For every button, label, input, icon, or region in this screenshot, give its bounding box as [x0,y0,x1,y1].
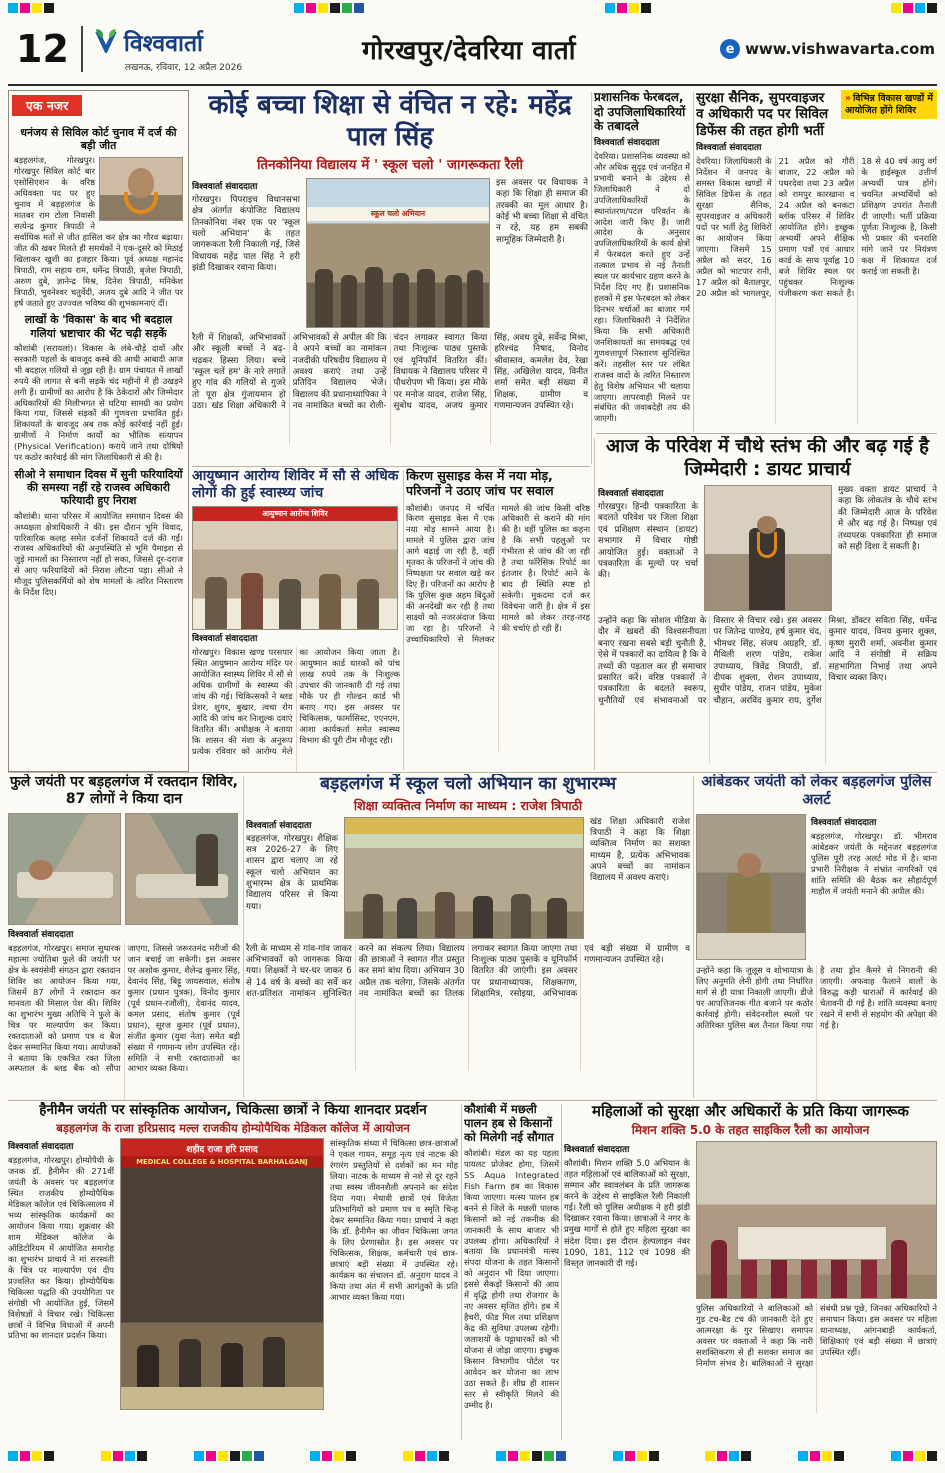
blood-byline: विश्ववार्ता संवाददाता [8,930,74,941]
lead-headline: कोई बच्चा शिक्षा से वंचित न रहे: महेंद्र पाल सिंह [208,90,572,152]
civil-headline: सुरक्षा सैनिक, सुपरवाइजर व अधिकारी पद पर सिविल डिफेंस की तहत होगी भर्ती [696,90,829,139]
ayushman-story [192,468,400,772]
ek-nazar-headline-1: धनंजय से सिविल कोर्ट चुनाव में दर्ज की बड़ी जीत [20,126,177,153]
cmyk-cluster [8,3,54,13]
admin-transfers-story [594,90,690,464]
kiran-headline: किरण सुसाइड केस में नया मोड़, परिजनों ने उठाए जांच पर सवाल [406,468,554,499]
school-body: रैली के माध्यम से गांव-गांव जाकर अभिभावकों को जागरूक किया गया। शिक्षकों ने घर-घर जाकर 6 से 14 वर्ष के बच्चों का सर्वे कर शत-प्रतिशत नामांकन सुनिश्चित करने का संकल्प लिया। विद्यालय की छात्राओं ने स्वागत गीत प्रस्तुत कर समां बांध दिया। अभियान 30 अप्रैल तक चलेगा, जिसके अंतर्गत नव नामांकित बच्चों का तिलक लगाकर स्वागत किया जाएगा तथा निःशुल्क पाठ्य पुस्तकें व यूनिफॉर्म वितरित की जाएंगी। इस अवसर पर प्रधानाध्यापक, शिक्षकगण, शिक्षामित्र, रसोइया, अभिभावक एवं बड़ी संख्या में ग्रामीण व गणमान्यजन उपस्थित रहे। [246,943,690,999]
school-intro: बड़हलगंज, गोरखपुर। शैक्षिक सत्र 2026-27 के लिए शासन द्वारा चलाए जा रहे स्कूल चलो अभियान का शुभारम्भ क्षेत्र के प्राथमिक विद्यालय परिसर से किया गया। [246,833,338,912]
hahnemann-headline: हैनीमैन जयंती पर सांस्कृतिक आयोजन, चिकित्सा छात्रों ने किया शानदार प्रदर्शन [39,1102,427,1118]
lead-body: रैली में शिक्षकों, अभिभावकों और स्कूली बच्चों ने बढ़-चढ़कर हिस्सा लिया। बच्चे 'स्कूल चलें हम' के नारे लगाते हुए गांव की गलियों से गुजरे तो पूरा क्षेत्र गुंजायमान हो उठा। खंड शिक्षा अधिकारी ने अभिभावकों से अपील की कि वे अपने बच्चों का नामांकन नजदीकी परिषदीय विद्यालय में अवश्य कराएं तथा उन्हें प्रतिदिन विद्यालय भेजें। विद्यालय की प्रधानाध्यापिका ने नव नामांकित बच्चों का रोली-चंदन लगाकर स्वागत किया तथा निःशुल्क पाठ्य पुस्तकें एवं यूनिफॉर्म वितरित कीं। विधायक ने विद्यालय परिसर में पौधरोपण भी किया। इस मौके पर मनोज यादव, राजेश सिंह, सुबोध यादव, अजय कुमार सिंह, अवध दुबे, सर्वेन्द्र मिश्रा, हरिश्चंद्र निषाद, विनोद श्रीवास्तव, कमलेश देव, रेखा सिंह, अखिलेश यादव, विनीत शर्मा समेत बड़ी संख्या में शिक्षक, ग्रामीण व गणमान्यजन उपस्थित रहे। [192,332,588,411]
shakti-body: पुलिस अधिकारियों ने बालिकाओं को गुड टच-बैड टच की जानकारी देते हुए आत्मरक्षा के गुर सिखाए। समापन अवसर पर वक्ताओं ने कहा कि नारी सशक्तिकरण से ही सशक्त समाज का निर्माण संभव है। बालिकाओं ने सुरक्षा संबंधी प्रश्न पूछे, जिनका अधिकारियों ने समाधान किया। इस अवसर पर महिला थानाध्यक्ष, आंगनबाड़ी कार्यकर्ता, शिक्षिकाएं एवं बड़ी संख्या में छात्राएं उपस्थित रहीं। [696,1302,937,1368]
lead-subhead: तिनकोनिया विद्यालय में ' स्कूल चलो ' जागरूकता रैली [256,157,524,174]
ek-nazar-body-2: कौशांबी (सरायलां)। विकास के लंबे-चौड़े दावों और सरकारी पहलों के बावजूद कस्बे की आधी आबादी आज भी बदहाल गलियों से जूझ रही है। ग्राम पंचायत में लाखों रुपये की लागत से बनी सड़कें चंद महीनों में ही उखड़ने लगी हैं। ग्रामीणों का आरोप है कि ठेकेदारों और जिम्मेदार अधिकारियों की मिलीभगत से घटिया सामग्री का प्रयोग किया गया, जिससे सड़कों की गुणवत्ता प्रभावित हुई। शिकायतों के बावजूद अब तक कोई कार्रवाई नहीं हुई। ग्रामीणों ने निर्माण कार्यों का भौतिक सत्यापन (Physical Verification) कराये जाने तथा दोषियों पर कठोर कार्रवाई की मांग जिलाधिकारी से की है। [14,342,183,463]
admin-byline: विश्ववार्ता संवाददाता [594,137,660,148]
lead-byline: विश्ववार्ता संवाददाता [192,181,258,192]
website-link[interactable] [720,39,935,59]
blood-body: बड़हलगंज, गोरखपुर। समाज सुधारक महात्मा ज्योतिबा फुले की जयंती पर क्षेत्र के स्वयंसेवी संगठन द्वारा रक्तदान शिविर का आयोजन किया गया, जिसमें 87 लोगों ने रक्तदान कर मानवता की मिसाल पेश की। शिविर का शुभारंभ मुख्य अतिथि ने फुले के चित्र पर माल्यार्पण कर किया। रक्तदाताओं को प्रमाण पत्र व बैज देकर सम्मानित किया गया। आयोजकों ने बताया कि एकत्रित रक्त जिला अस्पताल के ब्लड बैंक को सौंपा जाएगा, जिससे जरूरतमंद मरीजों की जान बचाई जा सकेगी। इस अवसर पर अशोक कुमार, शैलेन्द्र कुमार सिंह, देवानंद सिंह, बिट्टू जायसवाल, संतोष कुमार (प्रधान पुत्रक), विनोद कुमार (पूर्व प्रधान-रजौली), देवानंद यादव, कमल प्रसाद, संतोष कुमार (पूर्व प्रधान), सूरज कुमार (पूर्व प्रधान), संजीत कुमार (युवा नेता) समेत बड़ी संख्या में गणमान्य लोग उपस्थित रहे। समिति ने सभी रक्तदाताओं का आभार व्यक्त किया। [8,943,240,1074]
print-registration-marks-bottom [8,1451,937,1461]
section-rule [8,772,937,773]
pillar-headline: आज के परिवेश में चौथे स्तंभ की और बढ़ गई है जिम्मेदारी : डायट प्राचार्य [606,436,929,480]
civil-byline: विश्ववार्ता संवाददाता [696,143,762,154]
ayushman-byline: विश्ववार्ता संवाददाता [192,634,258,645]
blood-headline: फुले जयंती पर बड़हलगंज में रक्तदान शिविर, 87 लोगों ने किया दान [9,774,238,808]
ayushman-headline: आयुष्मान आरोग्य शिविर में सौ से अधिक लोगों की हुई स्वास्थ्य जांच [192,468,399,502]
hahnemann-left-text: बड़हलगंज, गोरखपुर। होम्योपैथी के जनक डॉ. हैनीमैन की 271वीं जयंती के अवसर पर बड़हलगंज स्थित राजकीय होम्योपैथिक मेडिकल कॉलेज एवं चिकित्सालय में भव्य सांस्कृतिक कार्यक्रमों का आयोजन किया गया। शुक्रवार की शाम मेडिकल कॉलेज के ऑडिटोरियम में आयोजित समारोह का शुभारंभ प्राचार्य ने मां सरस्वती के चित्र पर माल्यार्पण एवं दीप प्रज्वलित कर किया। होम्योपैथिक चिकित्सा पद्धति की उपयोगिता पर संगोष्ठी भी आयोजित हुई, जिसमें विशेषज्ञों ने विचार रखे। चिकित्सा छात्रों ने विभिन्न विधाओं में अपनी प्रतिभा का शानदार प्रदर्शन किया। [8,1155,114,1341]
e-globe-icon: e [720,39,740,59]
cmyk-cluster [891,1451,937,1461]
pillar-right-text: मुख्य वक्ता डायट प्राचार्य ने कहा कि लोकतंत्र के चौथे स्तंभ की जिम्मेदारी आज के परिवेश में और बढ़ गई है। निष्पक्ष एवं तथ्यपरक पत्रकारिता ही समाज को सही दिशा दे सकती है। [838,485,937,552]
masthead-rule [8,84,937,86]
civil-defence-story [696,90,937,432]
cmyk-cluster [403,1451,449,1461]
website-url: www.vishwavarta.com [745,40,935,58]
kicker-text: विभिन्न विकास खण्डों में आयोजित होंगे शिविर [845,93,933,116]
school-chalo-story [246,774,690,1100]
logo-block [93,26,242,73]
section-rule [8,1100,937,1101]
shakti-byline: विश्ववार्ता संवाददाता [564,1144,630,1155]
section-rule [596,433,937,434]
hahnemann-right-text: सांस्कृतिक संध्या में चिकित्सा छात्र-छात्राओं ने एकल गायन, समूह नृत्य एवं नाटक की रंगारंग प्रस्तुतियों से दर्शकों का मन मोह लिया। नाटक के माध्यम से नशे से दूर रहने तथा स्वस्थ जीवनशैली अपनाने का संदेश दिया गया। मेधावी छात्रों एवं विजेता प्रतिभागियों को प्रमाण पत्र व स्मृति चिन्ह देकर सम्मानित किया गया। प्राचार्य ने कहा कि डॉ. हैनीमैन का जीवन चिकित्सा जगत के लिए प्रेरणास्रोत है। इस अवसर पर चिकित्सक, शिक्षक, कर्मचारी एवं छात्र-छात्राएं बड़ी संख्या में उपस्थित रहे। कार्यक्रम का संचालन डॉ. अनुराग यादव ने किया तथा अंत में सभी आगंतुकों के प्रति आभार व्यक्त किया गया। [330,1138,458,1302]
ek-nazar-body-3: कौशांबी। थाना परिसर में आयोजित समाधान दिवस की अध्यक्षता क्षेत्राधिकारी ने की। इस दौरान भूमि विवाद, पारिवारिक कलह समेत दर्जनों शिकायतें दर्ज की गईं। राजस्व अधिकारियों की अनुपस्थिति से भूमि पैमाइश से जुड़े मामलों का निस्तारण नहीं हो सका, जिससे दूर-दराज से आए फरियादियों को निराश लौटना पड़ा। सीओ ने मौजूद पुलिसकर्मियों को शेष मामलों के त्वरित निस्तारण के निर्देश दिए। [14,510,183,598]
hahnemann-byline: विश्ववार्ता संवाददाता [8,1142,74,1153]
lead-intro: गोरखपुर। पिपराइच विधानसभा क्षेत्र अंतर्गत कंपोजिट विद्यालय तिनकोनिया नंबर एक पर 'स्कूल चलो अभियान' के तहत जागरूकता रैली निकाली गई, जिसे विधायक महेंद्र पाल सिंह ने हरी झंडी दिखाकर रवाना किया। [192,194,300,273]
section-title: गोरखपुर/देवरिया वार्ता [362,36,576,66]
hahnemann-subhead: बड़हलगंज के राजा हरिप्रसाद मल्ल राजकीय होम्योपैथिक मेडिकल कॉलेज में आयोजन [56,1121,410,1136]
column-rule [591,92,592,464]
ek-nazar-headline-2: लाखों के 'विकास' के बाद भी बदहाल गलियां भ्रष्टाचार की भेंट चढ़ी सड़कें [24,313,173,340]
blood-donation-photo-2 [125,813,238,925]
ambedkar-headline: आंबेडकर जयंती को लेकर बड़हलगंज पुलिस अलर्ट [701,774,932,808]
ek-nazar-body-1: बड़हलगंज, गोरखपुर। गोरखपुर सिविल कोर्ट बार एसोसिएशन के वरिष्ठ अधिवक्ता पद पर हुए चुनाव में बड़हलगंज के मातबर राम टोला निवासी सत्येन्द्र कुमार त्रिपाठी ने सर्वाधिक मतों से जीत हासिल कर क्षेत्र का गौरव बढ़ाया। जीत की खबर मिलते ही समर्थकों ने एक-दूसरे को मिठाई खिलाकर खुशी का इजहार किया। पूर्व अध्यक्ष महानंद त्रिपाठी, राम सहाय राम, धर्मेन्द्र त्रिपाठी, बृजेश त्रिपाठी, अरुण दुबे, ज्ञानेन्द्र मिश्र, दिनेश त्रिपाठी, मनिकेश त्रिपाठी, भुवनेश्वर चतुर्वेदी, अजय दुबे आदि ने जीत पर हर्ष जताते हुए उज्ज्वल भविष्य की शुभकामनाएं दीं। [14,155,183,308]
advocate-portrait-photo [99,157,183,221]
school-subhead: शिक्षा व्यक्तित्व निर्माण का माध्यम : राजेश त्रिपाठी [353,798,583,814]
cmyk-cluster [194,1451,264,1461]
health-camp-banner: आयुष्मान आरोग्य शिविर [193,507,397,521]
blood-donation-story [8,774,240,1100]
school-meeting-photo [344,817,584,939]
health-camp-photo [192,506,398,630]
fish-headline: कौशांबी में मछली पालन हब से किसानों को मिलेगी नई सौगात [464,1102,554,1145]
column-rule [693,92,694,432]
masthead-divider [81,26,83,72]
fourth-pillar-story [598,436,937,772]
column-rule [461,1104,462,1440]
admin-headline: प्रशासनिक फेरबदल, दो उपजिलाधिकारियों के तबादले [594,90,686,134]
rally-banner-text: स्कूल चलो अभियान [307,207,489,221]
school-headline: बड़हलगंज में स्कूल चलो अभियान का शुभारम्भ [319,774,616,794]
cycle-rally-photo [696,1141,937,1299]
newspaper-name: विश्ववार्ता [123,30,204,57]
section-rule [192,466,590,467]
column-rule [561,1104,562,1440]
ambedkar-side-text: बड़हलगंज, गोरखपुर। डॉ. भीमराव आंबेडकर जयंती के मद्देनजर बड़हलगंज पुलिस पूरी तरह अलर्ट मोड में है। थाना प्रभारी निरीक्षक ने संभ्रांत नागरिकों एवं शांति समिति की बैठक कर सौहार्दपूर्ण माहौल में जयंती मनाने की अपील की। [811,831,937,897]
shakti-left-text: कौशांबी। मिशन शक्ति 5.0 अभियान के तहत महिलाओं एवं बालिकाओं को सुरक्षा, सम्मान और स्वावलंबन के प्रति जागरूक करने के उद्देश्य से साइकिल रैली निकाली गई। रैली को पुलिस अधीक्षक ने हरी झंडी दिखाकर रवाना किया। छात्राओं ने नगर के प्रमुख मार्गों से होते हुए महिला सुरक्षा का संदेश दिया। इस दौरान हेल्पलाइन नंबर 1090, 181, 112 एवं 1098 की विस्तृत जानकारी दी गई। [564,1157,690,1268]
ambedkar-byline: विश्ववार्ता संवाददाता [811,818,877,829]
ambedkar-body: उन्होंने कहा कि जुलूस व शोभायात्रा के लिए अनुमति लेनी होगी तथा निर्धारित मार्ग से ही यात्रा निकाली जाएगी। डीजे पर आपत्तिजनक गीत बजाने पर कठोर कार्रवाई होगी। संवेदनशील स्थलों पर अतिरिक्त पुलिस बल तैनात किया गया है तथा ड्रोन कैमरे से निगरानी की जाएगी। अफवाह फैलाने वालों के विरुद्ध कड़ी धाराओं में कार्रवाई की चेतावनी दी गई है। शांति व्यवस्था बनाए रखने में सभी से सहयोग की अपेक्षा की गई है। [696,965,937,1031]
mission-shakti-story [564,1102,937,1442]
kicker-arrow-icon: » [845,93,852,104]
kiran-body: कौशांबी। जनपद में चर्चित किरण सुसाइड केस में एक नया मोड़ सामने आया है। मामले में पुलिस द्वारा जांच आगे बढ़ाई जा रही है, वहीं मृतका के परिजनों ने जांच की निष्पक्षता पर सवाल खड़े कर दिए हैं। परिजनों का आरोप है कि पुलिस कुछ अहम बिंदुओं की अनदेखी कर रही है तथा साक्ष्यों को नजरअंदाज किया जा रहा है। परिजनों ने उच्चाधिकारियों से मिलकर मामले की जांच किसी वरिष्ठ अधिकारी से कराने की मांग की है। वहीं पुलिस का कहना है कि सभी पहलुओं पर गंभीरता से जांच की जा रही है तथा फॉरेंसिक रिपोर्ट का इंतजार है। रिपोर्ट आने के बाद ही स्थिति स्पष्ट हो सकेगी। मुकदमा दर्ज कर विवेचना जारी है। क्षेत्र में इस मामले को लेकर तरह-तरह की चर्चाएं हो रही हैं। [406,502,590,644]
school-byline: विश्ववार्ता संवाददाता [246,820,312,831]
ambedkar-police-story [696,774,937,1100]
ek-nazar-title: एक नजर [12,95,82,116]
column-rule [403,470,404,770]
column-rule [693,776,694,1098]
kiran-case-story [406,468,590,772]
admin-body: देवरिया। प्रशासनिक व्यवस्था को और अधिक सुदृढ़ एवं जनहित में प्रभावी बनाने के उद्देश्य से जिलाधिकारी ने दो उपजिलाधिकारियों के स्थानांतरण/पटल परिवर्तन के आदेश जारी किए हैं। जारी आदेश के अनुसार उपजिलाधिकारियों के कार्य क्षेत्रों में फेरबदल करते हुए उन्हें तत्काल प्रभाव से नई तैनाती स्थल पर कार्यभार ग्रहण करने के निर्देश दिए गए हैं। प्रशासनिक हलकों में इस फेरबदल को लेकर दिनभर चर्चाओं का बाजार गर्म रहा। जिलाधिकारी ने निर्देशित किया कि सभी अधिकारी जनशिकायतों का समयबद्ध एवं गुणवत्तापूर्ण निस्तारण सुनिश्चित करें। तहसील स्तर पर लंबित राजस्व वादों के त्वरित निस्तारण हेतु विशेष अभियान भी चलाया जाएगा। लापरवाही मिलने पर संबंधित की जवाबदेही तय की जाएगी। [594,150,690,424]
ayushman-body: गोरखपुर। विकास खण्ड परसपार स्थित आयुष्मान आरोग्य मंदिर पर आयोजित स्वास्थ्य शिविर में सौ से अधिक ग्रामीणों के स्वास्थ्य की जांच की गई। चिकित्सकों ने ब्लड प्रेशर, शुगर, बुखार, त्वचा रोग आदि की जांच कर निःशुल्क दवाएं वितरित कीं। अधीक्षक ने बताया कि शासन की मंशा के अनुरूप प्रत्येक रविवार को आरोग्य मेले का आयोजन किया जाता है। आयुष्मान कार्ड धारकों को पांच लाख रुपये तक के निःशुल्क उपचार की जानकारी दी गई तथा मौके पर ही गोल्डन कार्ड भी बनाए गए। इस अवसर पर चिकित्सक, फार्मासिस्ट, एएनएम, आशा कार्यकर्ता समेत स्वास्थ्य विभाग की पूरी टीम मौजूद रही। [192,647,400,756]
cmyk-cluster [496,1451,566,1461]
hahnemann-story [8,1102,458,1442]
cmyk-cluster [613,1451,659,1461]
cmyk-cluster [101,1451,147,1461]
shakti-subhead: मिशन शक्ति 5.0 के तहत साइकिल रैली का आयोजन [631,1123,870,1138]
school-side-text: खंड शिक्षा अधिकारी राजेश त्रिपाठी ने कहा कि शिक्षा व्यक्तित्व निर्माण का सशक्त माध्यम है, प्रत्येक अभिभावक अपने बच्चों का नामांकन विद्यालय में अवश्य कराएं। [590,816,690,884]
column-rule [594,438,595,770]
blood-donation-photo-1 [8,813,121,925]
cmyk-cluster [310,1451,356,1461]
lead-side-text: इस अवसर पर विधायक ने कहा कि शिक्षा ही समाज की तरक्की का मूल आधार है। कोई भी बच्चा शिक्षा से वंचित न रहे, यह हम सबकी सामूहिक जिम्मेदारी है। [496,177,588,245]
vishwavarta-logo-icon [93,27,119,57]
civil-body: देवरिया। जिलाधिकारी के निर्देशन में जनपद के समस्त विकास खण्डों में सिविल डिफेंस के तहत सुरक्षा सैनिक, सुपरवाइजर व अधिकारी पदों पर भर्ती हेतु शिविरों का आयोजन किया जाएगा। जिसमें 15 अप्रैल को सदर, 16 अप्रैल को भाटपार रानी, 17 अप्रैल को बैतालपुर, 20 अप्रैल को भागलपुर, 21 अप्रैल को गौरी बाजार, 22 अप्रैल को पथरदेवा तथा 23 अप्रैल को रामपुर कारखाना व 24 अप्रैल को बनकटा ब्लॉक परिसर में शिविर आयोजित होंगे। इच्छुक अभ्यर्थी अपने शैक्षिक प्रमाण पत्रों एवं आधार कार्ड के साथ पूर्वाह्न 10 बजे शिविर स्थल पर पहुंचकर निःशुल्क पंजीकरण करा सकते हैं। 18 से 40 वर्ष आयु वर्ग के हाईस्कूल उत्तीर्ण अभ्यर्थी पात्र होंगे। चयनित अभ्यर्थियों को प्रशिक्षण उपरांत तैनाती दी जाएगी। भर्ती प्रक्रिया पूर्णतः निःशुल्क है, किसी भी प्रकार की धनराशि मांगे जाने पर नियंत्रण कक्ष में शिकायत दर्ज कराई जा सकती है। [696,156,937,298]
police-officer-photo [696,814,806,960]
cmyk-cluster [605,3,651,13]
cmyk-cluster [705,1451,751,1461]
pillar-byline: विश्ववार्ता संवाददाता [598,489,664,500]
ek-nazar-headline-3: सीओ ने समाधान दिवस में सुनी फरियादियों की समस्या नहीं रहे राजस्व अधिकारी फरियादी हुए निराश [14,468,183,508]
print-registration-marks-top [8,3,937,13]
college-banner-english: MEDICAL COLLEGE & HOSPITAL BARHALGANJ [121,1156,323,1168]
cmyk-cluster [8,1451,54,1461]
pillar-left-text: गोरखपुर। हिन्दी पत्रकारिता के बदलते परिवेश पर जिला शिक्षा एवं प्रशिक्षण संस्थान (डायट) सभागार में विचार गोष्ठी आयोजित हुई। वक्ताओं ने पत्रकारिता के मूल्यों पर चर्चा की। [598,502,698,581]
fish-hub-story [464,1102,559,1442]
shakti-headline: महिलाओं को सुरक्षा और अधिकारों के प्रति किया जागरूक [592,1102,909,1120]
masthead [10,17,935,81]
civil-defence-kicker [841,90,937,119]
cmyk-cluster [798,1451,844,1461]
college-event-photo [120,1138,324,1410]
diet-principal-photo [704,485,832,611]
college-banner-hindi: शहीद राजा हरि प्रसाद [121,1139,323,1158]
pillar-body: उन्होंने कहा कि सोशल मीडिया के दौर में खबरों की विश्वसनीयता बनाए रखना सबसे बड़ी चुनौती है, ऐसे में पत्रकारों का दायित्व है कि वे तथ्यों की पड़ताल कर ही समाचार प्रसारित करें। वरिष्ठ पत्रकारों ने पत्रकारिता के बदलते स्वरूप, चुनौतियों एवं संभावनाओं पर विस्तार से विचार रखे। इस अवसर पर जितेन्द्र पाण्डेय, हर्ष कुमार चंद, भीमधर सिंह, संजय अग्रहरि, डॉ. मैथिली शरण पांडेय, राकेश उपाध्याय, त्रिवेंद्र त्रिपाठी, डॉ. दीपक शुक्ला, रोशन उपाध्याय, सुधीर पांडेय, राजन पांडेय, मुकेश चौहान, अरविंद कुमार राय, दुर्गेश मिश्रा, डॉक्टर सविता सिंह, धर्मेन्द्र कुमार यादव, विनय कुमार शुक्ल, कृष्ण मुरारी शर्मा, अवनीश कुमार आदि ने संगोष्ठी में सक्रिय सहभागिता निभाई तथा अपने विचार व्यक्त किए। [598,616,937,706]
edition-dateline: लखनऊ, रविवार, 12 अप्रैल 2026 [124,62,243,73]
ek-nazar-box [8,90,189,772]
page-number: 12 [16,27,69,71]
cmyk-cluster [294,3,364,13]
lead-story [192,90,588,466]
fish-body: कौशांबी। मंडल का यह पहला पायलट प्रोजेक्ट होगा, जिसमें SS Aqua Integrated Fish Farm हब का विकास किया जाएगा। मत्स्य पालन हब बनने से जिले के मछली पालक किसानों को नई तकनीक की जानकारी के साथ बाजार भी उपलब्ध होगा। अधिकारियों ने बताया कि प्रधानमंत्री मत्स्य संपदा योजना के तहत किसानों को अनुदान भी दिया जाएगा। इससे सैकड़ों किसानों की आय में वृद्धि होगी तथा रोजगार के नए अवसर सृजित होंगे। हब में हैचरी, फीड मिल तथा प्रशिक्षण केंद्र की सुविधा उपलब्ध रहेगी। जलाशयों के पट्टाधारकों को भी योजना से जोड़ा जाएगा। इच्छुक किसान विभागीय पोर्टल पर आवेदन कर योजना का लाभ उठा सकते हैं। शीघ्र ही शासन स्तर से स्वीकृति मिलने की उम्मीद है। [464,1148,559,1410]
column-rule [243,776,244,1098]
cmyk-cluster [891,3,937,13]
lead-rally-photo [306,178,490,328]
